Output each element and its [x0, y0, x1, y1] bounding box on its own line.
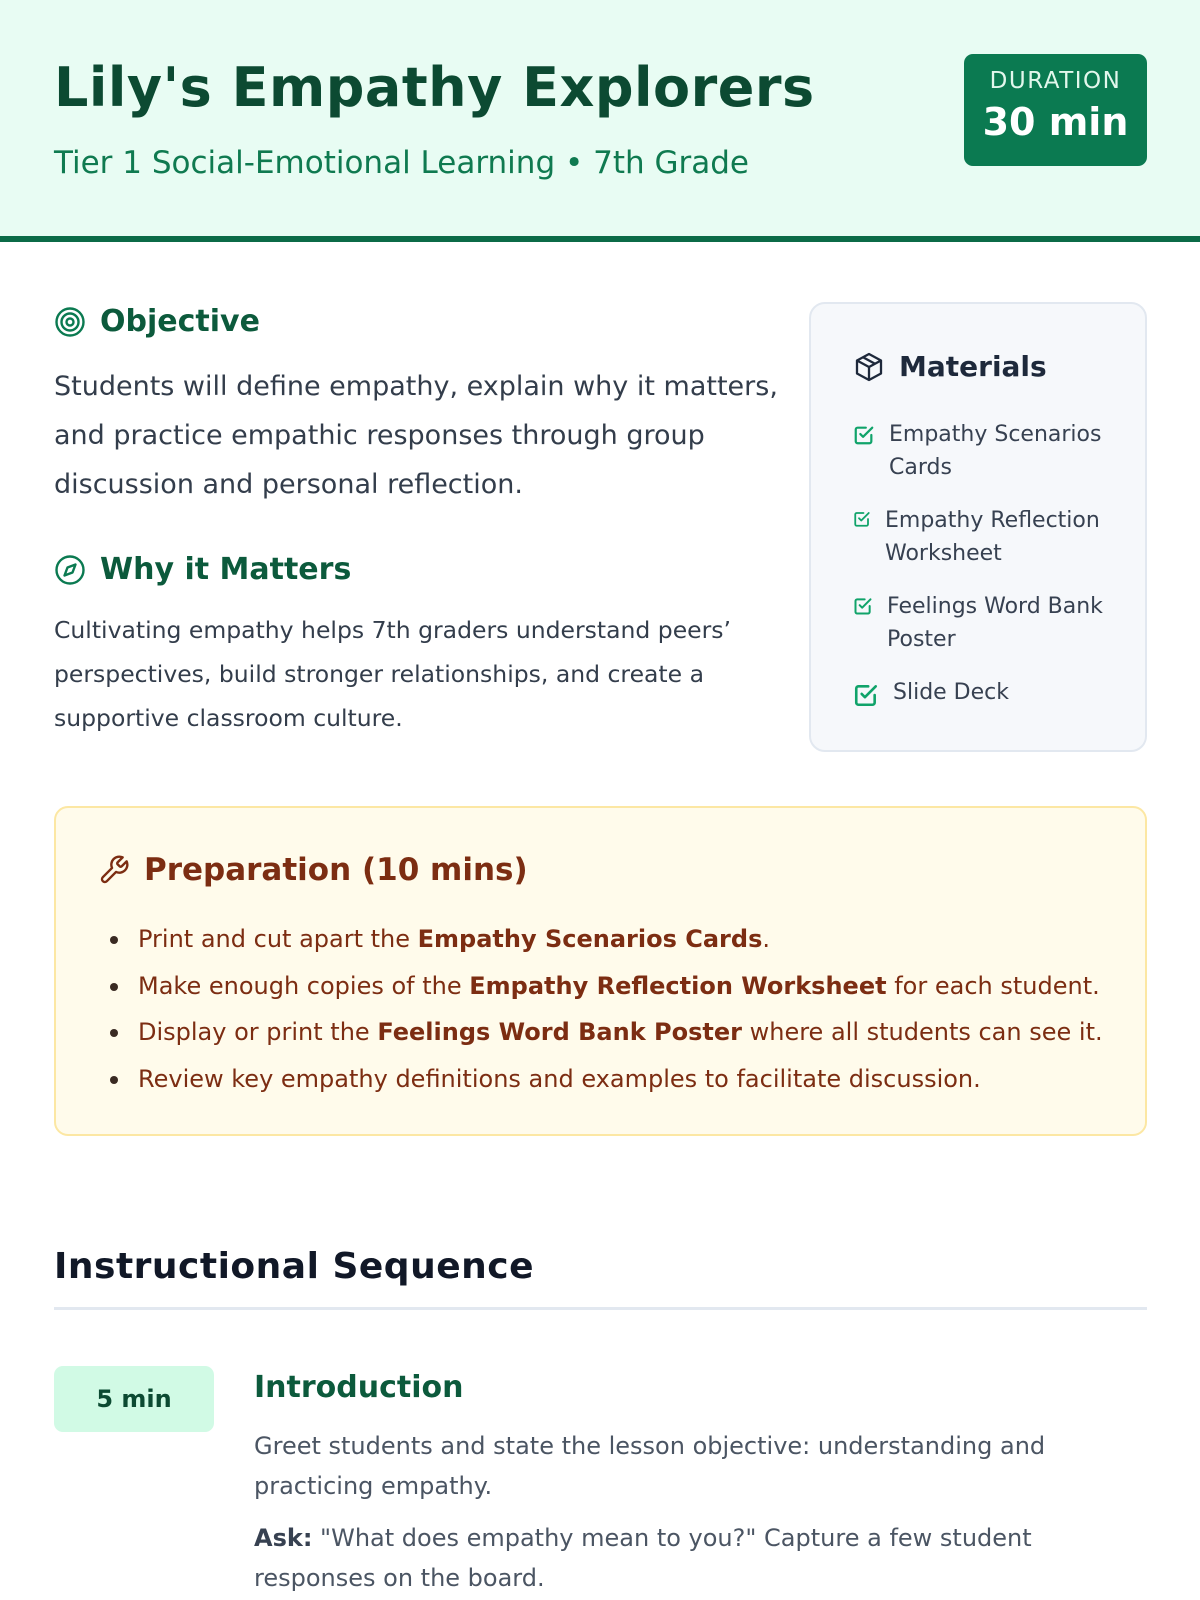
list-item — [853, 676, 1133, 709]
why-heading-label: Why it Matters — [100, 552, 352, 587]
list-item — [98, 963, 1118, 1010]
prep-material: Feelings Word Bank Poster — [377, 1018, 742, 1046]
prep-text: Review key empathy definitions and examples to facilitate discussion. — [138, 1064, 981, 1093]
lesson-subtitle: Tier 1 Social-Emotional Learning • 7th Grade — [54, 145, 750, 181]
wrench-icon — [98, 854, 130, 886]
objective-heading — [54, 304, 260, 339]
materials-list — [853, 418, 1133, 729]
material-item-label: Feelings Word Bank Poster — [887, 594, 1103, 652]
material-item-label: Slide Deck — [893, 680, 1009, 705]
preparation-heading — [98, 852, 528, 888]
step-ask — [254, 1518, 1154, 1598]
lesson-title: Lily's Empathy Explorers — [54, 56, 815, 119]
package-icon — [853, 351, 885, 383]
why-text: Cultivating empathy helps 7th graders understand peers’ perspectives, build stronger relationships, and create a supportive classroom culture. — [54, 616, 732, 732]
ask-text: "What does empathy mean to you?" Capture a few student responses on the board. — [254, 1524, 1032, 1592]
list-item — [853, 418, 1133, 484]
materials-heading-label: Materials — [899, 350, 1047, 383]
materials-heading — [853, 350, 1047, 383]
step-text: Greet students and state the lesson objective: understanding and practicing empathy. — [254, 1432, 1046, 1500]
material-item-label: Empathy Reflection Worksheet — [885, 508, 1100, 566]
ask-label: Ask: — [254, 1524, 313, 1552]
preparation-card — [54, 806, 1147, 1136]
objective-heading-label: Objective — [100, 304, 260, 339]
prep-text: for each student. — [886, 971, 1100, 1000]
objective-text: Students will define empathy, explain why it matters, and practice empathic responses through group discussion and personal reflection. — [54, 371, 778, 500]
duration-label: DURATION — [989, 68, 1122, 94]
prep-text: Print and cut apart the — [138, 925, 418, 953]
compass-icon — [54, 554, 86, 586]
checkbox-check-icon — [853, 682, 879, 708]
prep-material: Empathy Reflection Worksheet — [469, 971, 887, 1000]
material-item-label: Empathy Scenarios Cards — [889, 422, 1102, 480]
preparation-heading-label: Preparation (10 mins) — [144, 852, 528, 888]
list-item — [853, 590, 1133, 656]
prep-text: Make enough copies of the — [138, 971, 470, 1000]
list-item — [98, 1009, 1118, 1056]
divider — [54, 1307, 1147, 1310]
checkbox-check-icon — [853, 510, 871, 528]
list-item — [98, 1056, 1118, 1103]
list-item — [98, 916, 1118, 963]
why-heading — [54, 552, 351, 587]
target-icon — [54, 306, 86, 338]
preparation-list — [98, 916, 1118, 1102]
list-item — [853, 504, 1133, 570]
prep-text: . — [762, 925, 770, 953]
step-title: Introduction — [254, 1370, 464, 1405]
duration-badge — [964, 54, 1147, 166]
checkbox-check-icon — [853, 424, 875, 446]
sequence-title: Instructional Sequence — [54, 1246, 535, 1287]
materials-card — [809, 302, 1147, 752]
prep-material: Empathy Scenarios Cards — [417, 925, 763, 953]
step-duration-badge: 5 min — [54, 1366, 214, 1432]
checkbox-check-icon — [853, 596, 873, 616]
lesson-header — [0, 0, 1200, 242]
prep-text: where all students can see it. — [741, 1018, 1103, 1046]
prep-text: Display or print the — [138, 1018, 378, 1046]
step-body — [254, 1426, 1154, 1600]
duration-value: 30 min — [982, 100, 1129, 144]
